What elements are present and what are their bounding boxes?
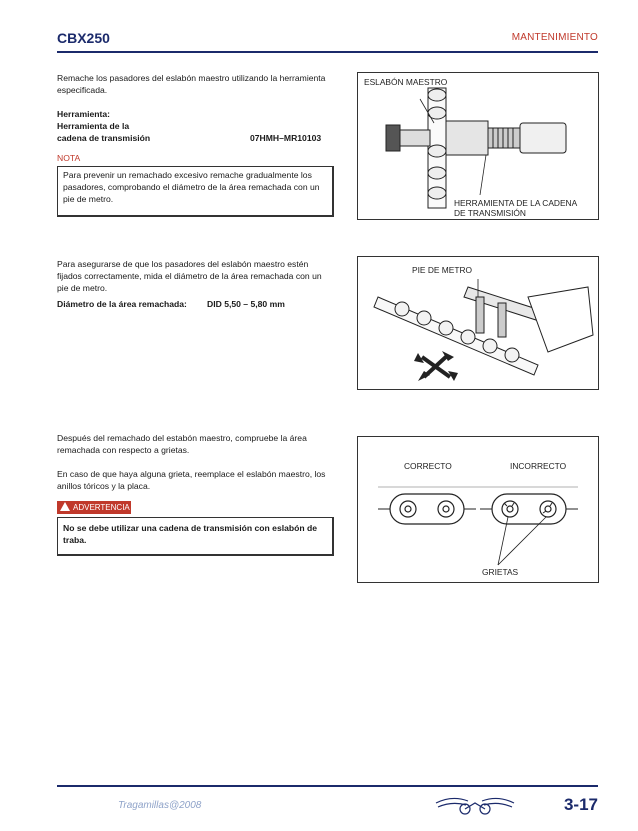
chain-tool-label-line1: HERRAMIENTA DE LA CADENA — [454, 198, 578, 208]
warning-icon — [60, 502, 70, 511]
tool-label-2: Herramienta de la — [57, 121, 130, 131]
crack-check-illustration — [358, 437, 598, 582]
header-rule — [57, 51, 598, 53]
caliper-label: PIE DE METRO — [412, 265, 473, 275]
manual-model-title: CBX250 — [57, 30, 110, 46]
chain-tool-label-line2: DE TRANSMISIÓN — [454, 208, 526, 218]
master-link-label: ESLABÓN MAESTRO — [364, 77, 448, 87]
warning-box — [57, 517, 334, 556]
spec-value: DID 5,50 – 5,80 mm — [207, 299, 285, 309]
spec-label: Diámetro de la área remachada: — [57, 299, 187, 309]
caliper-illustration — [358, 257, 598, 389]
tool-label-1: Herramienta: — [57, 109, 111, 119]
correct-label: CORRECTO — [404, 461, 452, 471]
incorrect-label: INCORRECTO — [510, 461, 567, 471]
tool-label-3: cadena de transmisión — [57, 133, 151, 143]
page-number: 3-17 — [563, 795, 598, 814]
figure-riveting-tool — [357, 72, 599, 220]
warning-text: No se debe utilizar una cadena de transmisión con eslabón de traba. — [63, 523, 318, 545]
cracks-label: GRIETAS — [482, 567, 519, 577]
figure-crack-check — [357, 436, 599, 583]
footer-copyright: Tragamillas@2008 — [118, 800, 202, 811]
tool-part-number: 07HMH–MR10103 — [250, 133, 322, 143]
warning-label: ADVERTENCIA — [73, 503, 130, 512]
winged-logo-icon — [432, 793, 518, 819]
note-text: Para prevenir un remachado excesivo remache gradualmente los pasadores, comprobando el diámetro de la área remachada con un pie de metro. — [63, 170, 320, 204]
crack-check-instruction: Después del remachado del estabón maestro, compruebe la área remachada con respecto a grietas. — [57, 433, 307, 455]
section-title: MANTENIMIENTO — [511, 32, 598, 43]
note-label: NOTA — [57, 153, 81, 163]
warning-badge — [57, 501, 131, 514]
measure-instruction: Para asegurarse de que los pasadores del eslabón maestro estén fijados correctamente, mida el diámetro de la área remachada con un pie de metro. — [57, 259, 322, 293]
rivet-instruction: Remache los pasadores del eslabón maestro utilizando la herramienta especificada. — [57, 73, 326, 95]
replace-instruction: En caso de que haya alguna grieta, reemplace el eslabón maestro, los anillos tóricos y la placa. — [57, 469, 326, 491]
footer-rule — [57, 785, 598, 787]
note-box — [57, 166, 334, 217]
figure-caliper — [357, 256, 599, 390]
